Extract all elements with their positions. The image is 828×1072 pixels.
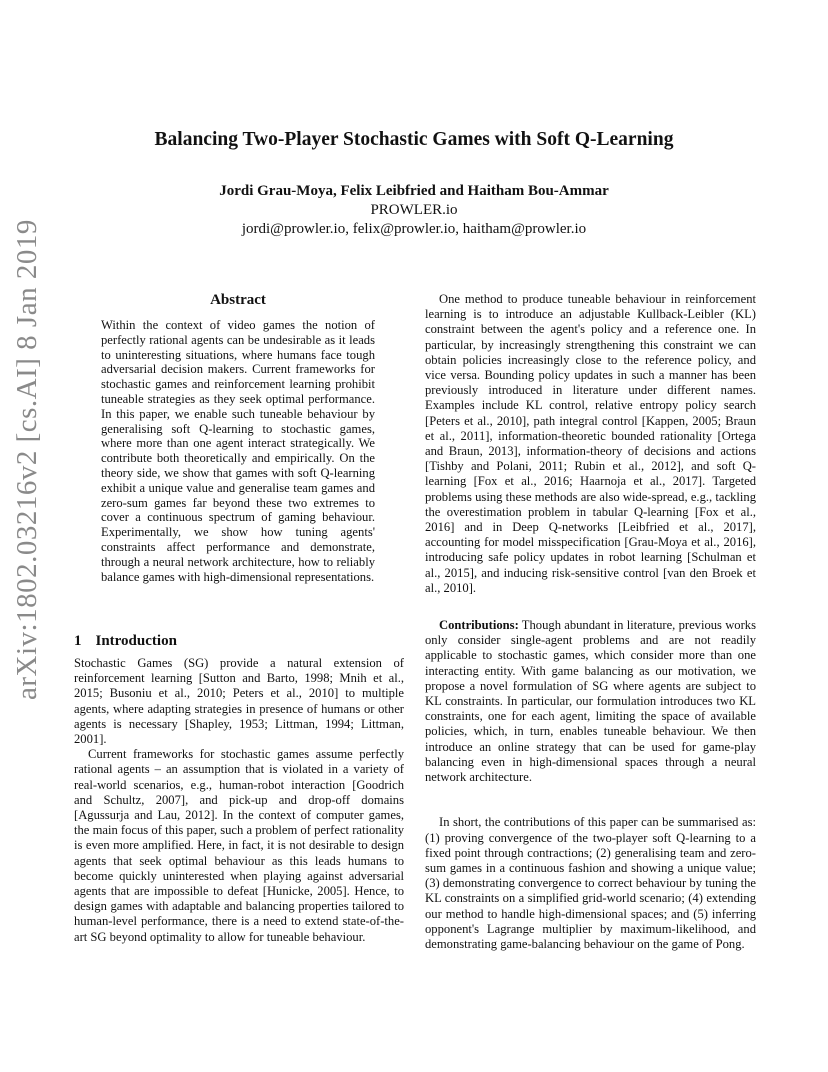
- intro-paragraph-1: Stochastic Games (SG) provide a natural extension of reinforcement learning [Sutton and Barto, 1998; Mnih et al., 2015; Busoniu et al., 2010; Peters et al., 2010] to multiple agents, where adapting strategies in presence of humans or other agents is necessary [Shapley, 1953; Littman, 1994; Littman, 2001].: [74, 656, 404, 747]
- intro-paragraph-2: Current frameworks for stochastic games assume perfectly rational agents – an assumption that is violated in a variety of real-world scenarios, e.g., human-robot interaction [Goodrich and Schultz, 2007], and pick-up and drop-off domains [Agussurja and Lau, 2012]. In the context of computer games, the main focus of this paper, such a problem of perfect rationality is even more amplified. Here, in fact, it is not desirable to design agents that seek optimal behaviour as this leads humans to become quickly uninterested when playing against adversarial agents that are impossible to defeat [Hunicke, 2005]. Hence, to design games with adaptable and balancing properties tailored to human-level performance, there is a need to extend state-of-the-art SG beyond optimality to allow for tuneable behaviour.: [74, 747, 404, 944]
- abstract-text: Within the context of video games the notion of perfectly rational agents can be undesirable as it leads to uninteresting situations, where humans face tough adversarial decision makers. Current frameworks for stochastic games and reinforcement learning prohibit tuneable strategies as they seek optimal performance. In this paper, we enable such tuneable behaviour by generalising soft Q-learning to stochastic games, where more than one agent interact strategically. We contribute both theoretically and empirically. On the theory side, we show that games with soft Q-learning exhibit a unique value and generalise team games and zero-sum games far beyond these two extremes to cover a continuous spectrum of gaming behaviour. Experimentally, we show how tuning agents' constraints affect performance and demonstrate, through a neural network architecture, how to reliably balance games with high-dimensional representations.: [101, 318, 375, 584]
- right-column: [425, 292, 756, 952]
- affiliation: PROWLER.io: [370, 202, 458, 218]
- summary-paragraph: In short, the contributions of this paper can be summarised as: (1) proving convergence of the two-player soft Q-learning to a fixed point through contractions; (2) generalising team and zero-sum games in a continuous fashion and showing a unique value; (3) demonstrating convergence to correct behaviour by tuning the KL constraints on a simplified grid-world scenario; (4) extending our method to handle high-dimensional spaces; and (5) inferring opponent's Lagrange multiplier by maximum-likelihood, and demonstrating game-balancing behaviour on the game of Pong.: [425, 815, 756, 951]
- contributions-paragraph: [425, 618, 756, 785]
- contributions-text: Though abundant in literature, previous works only consider single-agent problems and are not readily applicable to stochastic games, which consider more than one interacting entity. With game balancing as our motivation, we propose a novel formulation of SG where agents are subject to KL constraints. In particular, our formulation introduces two KL constraints, one for each agent, limiting the space of available policies, which, in turn, enables tuneable behaviour. We then introduce an online strategy that can be used for game-play balancing even in high-dimensional spaces through a neural network architecture.: [425, 618, 756, 785]
- arxiv-stamp: arXiv:1802.03216v2 [cs.AI] 8 Jan 2019: [11, 219, 43, 700]
- paper-title: Balancing Two-Player Stochastic Games with Soft Q-Learning: [154, 129, 674, 150]
- contributions-label: Contributions:: [439, 618, 519, 633]
- emails: jordi@prowler.io, felix@prowler.io, haitham@prowler.io: [241, 221, 587, 237]
- authors: Jordi Grau-Moya, Felix Leibfried and Haitham Bou-Ammar: [219, 183, 609, 199]
- right-paragraph-1: One method to produce tuneable behaviour in reinforcement learning is to introduce an adjustable Kullback-Leibler (KL) constraint between the agent's policy and a reference one. In particular, by increasingly strengthening this constraint we can obtain policies increasingly close to the reference policy, and vice versa. Bounding policy updates in such a manner has been previously introduced in literature under different names. Examples include KL control, relative entropy policy search [Peters et al., 2010], path integral control [Kappen, 2005; Braun et al., 2011], information-theoretic bounded rationality [Ortega and Braun, 2013], information-theory of decisions and actions [Tishby and Polani, 2011; Rubin et al., 2012], and soft Q-learning [Fox et al., 2016; Haarnoja et al., 2017]. Targeted problems using these methods are also wide-spread, e.g., tackling the overestimation problem in tabular Q-learning [Fox et al., 2016] and in Deep Q-networks [Leibfried et al., 2017], accounting for model misspecification [Grau-Moya et al., 2016], introducing safe policy updates in robot learning [Schulman et al., 2015], and inducing risk-sensitive control [van den Broek et al., 2010].: [425, 292, 756, 595]
- section-title: Introduction: [95, 633, 177, 649]
- abstract-heading: Abstract: [210, 292, 266, 308]
- section-heading: [74, 633, 177, 650]
- left-column: [74, 656, 404, 945]
- section-number: 1: [74, 633, 82, 649]
